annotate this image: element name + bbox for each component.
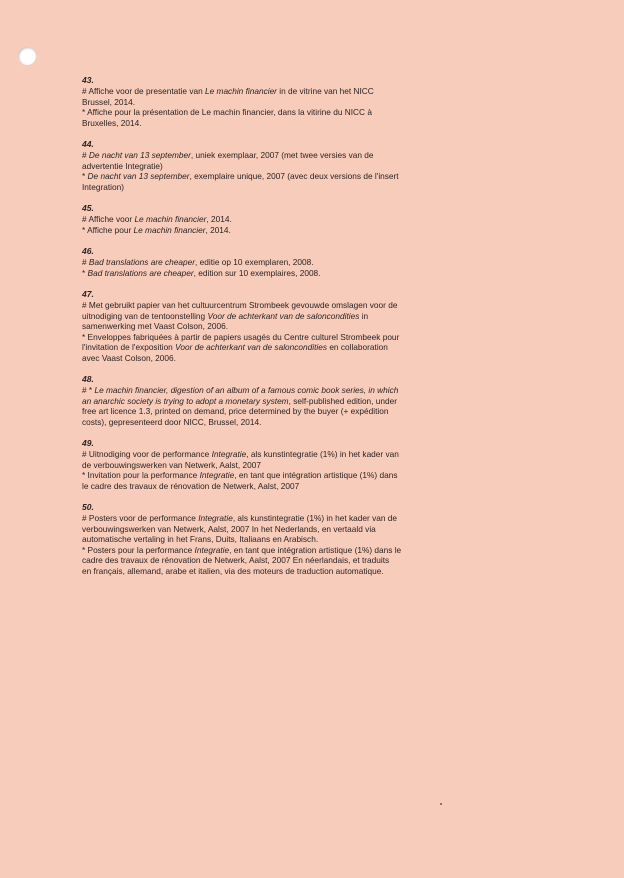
italic-title: Le machin financier <box>205 86 277 96</box>
entry-line <box>82 214 442 225</box>
catalogue-entry <box>82 203 442 235</box>
italic-title: an anarchic society is trying to adopt a monetary system <box>82 395 289 406</box>
paper-speck <box>440 803 442 805</box>
entry-line <box>82 300 442 311</box>
text-segment: l'invitation de l'exposition <box>82 342 176 352</box>
entry-line <box>82 481 442 492</box>
text-segment: avec Vaast Colson, 2006. <box>82 352 176 363</box>
catalogue-entry <box>82 246 442 278</box>
entry-line <box>82 182 442 193</box>
text-segment: , edition sur 10 exemplaires, 2008. <box>193 267 321 278</box>
entry-line <box>82 257 442 268</box>
text-segment: * Posters pour la performance <box>82 544 195 555</box>
entry-number: 43. <box>82 75 94 85</box>
italic-title: Integratie <box>199 470 235 480</box>
text-segment: # * <box>82 385 95 395</box>
italic-title: Bad translations are cheaper <box>88 257 196 267</box>
entry-line <box>82 460 442 471</box>
entry-line <box>82 566 442 577</box>
entry-line <box>82 150 442 161</box>
text-segment: * <box>82 171 88 181</box>
text-segment: en français, allemand, arabe et italien, via des moteurs de traduction automatique. <box>82 565 384 576</box>
italic-title: De nacht van 13 september <box>87 171 190 181</box>
italic-title: Integratie <box>211 449 247 459</box>
catalogue-entry <box>82 75 442 128</box>
catalogue-entry <box>82 374 442 427</box>
italic-title: Le machin financier <box>134 214 207 224</box>
entry-line <box>82 332 442 343</box>
text-segment: , als kunstintegratie (1%) in het kader van <box>246 449 399 459</box>
text-segment: * Affiche pour la présentation de Le machin financier, dans la vitirine du NICC à <box>82 107 372 117</box>
text-segment: * Enveloppes fabriquées à partir de papiers usagés du Centre culturel Strombeek pour <box>82 331 400 342</box>
entry-number: 44. <box>82 139 94 149</box>
text-segment: in de vitrine van het NICC <box>276 86 374 96</box>
text-segment: # Affiche voor de presentatie van <box>82 86 205 96</box>
entry-line <box>82 470 442 481</box>
entry-line <box>82 353 442 364</box>
entry-line <box>82 97 442 108</box>
entry-line <box>82 513 442 524</box>
text-segment: , en tant que intégration artistique (1%) dans <box>234 470 398 480</box>
text-segment: * Invitation pour la performance <box>82 470 200 480</box>
text-segment: , self-published edition, under <box>288 395 397 406</box>
text-segment: , als kunstintegratie (1%) in het kader van de <box>232 513 397 523</box>
italic-title: Voor de achterkant van de saloncondities <box>175 342 328 352</box>
entry-line <box>82 396 442 407</box>
text-segment: , en tant que intégration artistique (1%) dans le <box>229 544 402 555</box>
entry-line <box>82 107 442 118</box>
text-segment: # Affiche voor <box>82 214 135 224</box>
entry-line <box>82 268 442 279</box>
text-segment: # <box>82 150 89 160</box>
entry-number: 50. <box>82 502 94 512</box>
text-segment: en collaboration <box>327 342 388 352</box>
text-segment: # <box>82 257 89 267</box>
entry-line <box>82 406 442 417</box>
text-segment: * Affiche pour <box>82 224 134 235</box>
text-segment: Brussel, 2014. <box>82 96 136 107</box>
text-segment: * <box>82 267 88 278</box>
text-segment: advertentie Integratie) <box>82 160 163 171</box>
entry-line <box>82 342 442 353</box>
entry-line <box>82 118 442 129</box>
entry-number: 49. <box>82 438 94 448</box>
italic-title: Bad translations are cheaper <box>87 267 194 278</box>
entry-line <box>82 86 442 97</box>
text-segment: , 2014. <box>205 224 231 235</box>
text-segment: free art licence 1.3, printed on demand, price determined by the buyer (+ expédition <box>82 406 389 416</box>
punch-hole <box>18 47 36 65</box>
italic-title: Integratie <box>198 513 233 523</box>
text-segment: samenwerking met Vaast Colson, 2006. <box>82 321 229 331</box>
text-segment: in <box>359 310 369 321</box>
entry-line <box>82 311 442 322</box>
text-segment: cadre des travaux de rénovation de Netwerk, Aalst, 2007 En néerlandais, et traduits <box>82 555 390 565</box>
entry-line <box>82 225 442 236</box>
entry-line <box>82 534 442 545</box>
text-segment: , editie op 10 exemplaren, 2008. <box>195 257 314 267</box>
catalogue-entry <box>82 139 442 192</box>
text-segment: # Uitnodiging voor de performance <box>82 449 212 459</box>
text-segment: Bruxelles, 2014. <box>82 117 142 128</box>
text-segment: le cadre des travaux de rénovation de Netwerk, Aalst, 2007 <box>82 480 300 491</box>
text-segment: verbouwingswerken van Netwerk, Aalst, 2007 In het Nederlands, en vertaald via <box>82 523 376 534</box>
text-segment: Integration) <box>82 181 124 192</box>
text-segment: # Posters voor de performance <box>82 513 199 523</box>
text-segment: uitnodiging van de tentoonstelling <box>82 310 208 321</box>
text-segment: de verbouwingswerken van Netwerk, Aalst, 2007 <box>82 459 261 470</box>
entry-line <box>82 321 442 332</box>
entry-line <box>82 417 442 428</box>
catalogue-entry <box>82 289 442 363</box>
text-segment: costs), gepresenteerd door NICC, Brussel, 2014. <box>82 416 262 427</box>
entry-number: 48. <box>82 374 94 384</box>
entry-line <box>82 161 442 172</box>
italic-title: Voor de achterkant van de saloncondities <box>207 310 360 321</box>
catalogue-entry <box>82 502 442 576</box>
entry-line <box>82 385 442 396</box>
text-segment: , 2014. <box>206 214 232 224</box>
entry-line <box>82 449 442 460</box>
italic-title: Integratie <box>194 544 230 555</box>
catalogue-entry <box>82 438 442 491</box>
text-segment: # Met gebruikt papier van het cultuurcentrum Strombeek gevouwde omslagen voor de <box>82 300 398 310</box>
italic-title: Le machin financier, digestion of an album of a famous comic book series, in which <box>94 385 399 395</box>
text-segment: , uniek exemplaar, 2007 (met twee versies van de <box>190 150 374 160</box>
entry-line <box>82 524 442 535</box>
entry-line <box>82 171 442 182</box>
catalogue-list <box>82 75 442 587</box>
italic-title: Le machin financier <box>133 224 206 235</box>
italic-title: De nacht van 13 september <box>88 150 191 160</box>
entry-line <box>82 545 442 556</box>
text-segment: , exemplaire unique, 2007 (avec deux versions de l'insert <box>189 171 399 181</box>
entry-number: 45. <box>82 203 94 213</box>
entry-line <box>82 555 442 566</box>
text-segment: automatische vertaling in het Frans, Duits, Italiaans en Arabisch. <box>82 534 319 544</box>
entry-number: 46. <box>82 246 94 256</box>
entry-number: 47. <box>82 289 94 299</box>
